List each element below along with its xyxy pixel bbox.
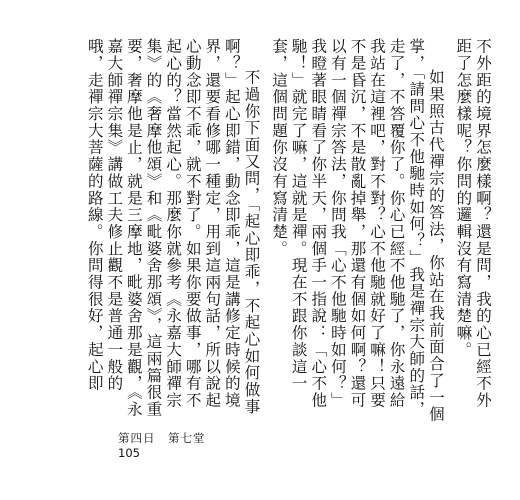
- paragraph-3: 不過你下面又問，「起心即乖，不起心如何做事啊？」起心即錯，動念即乖，這是講修定時候的境界，還要看修哪一種定，用到這兩句話，所以說起心動念即不乖，就不對了。如果你要做事，哪有不起心的？當然起心。那麼你就參考《永嘉大師禪宗集》的《奢摩他頌》和《毗婆舍那頌》，這兩篇很重要，奢摩他是止，就是三摩地，毗婆舍那是觀，《永嘉大師禪宗集》講做工夫修止觀不是普通一般的哦，走禪宗大菩薩的路線。你問得很好，起心即: [85, 38, 261, 418]
- chapter-label: 第四日 第七堂: [118, 431, 206, 445]
- body-text: [52, 38, 492, 423]
- paragraph-2: 如果照古代禪宗的答法，你站在我前面合了一個掌，「請問心不他馳時如何？」我是禪宗大師的話，走了，不答覆你了。你心已經不他馳了，你永遠給我站在這裡吧，對不對？心不他馳就好了嘛！只要不是昏沉，不是散亂掉舉，那還有個如何啊？還可以有一個禪宗答法，你問我「心不他馳時如何？」我瞪著眼睛看了你半天，兩個手一指說：「心不他馳！」就完了嘛，這就是禪。現在不跟你談這一套，這個問題你沒有寫清楚。: [270, 38, 445, 423]
- page-number: 105: [118, 446, 140, 460]
- page-footer: [118, 431, 206, 461]
- paragraph-1: 不外距的境界怎麼樣啊？還是問，我的心已經不外距了怎麼樣呢？你問的邏輯沒有寫清楚嘛。: [454, 38, 492, 409]
